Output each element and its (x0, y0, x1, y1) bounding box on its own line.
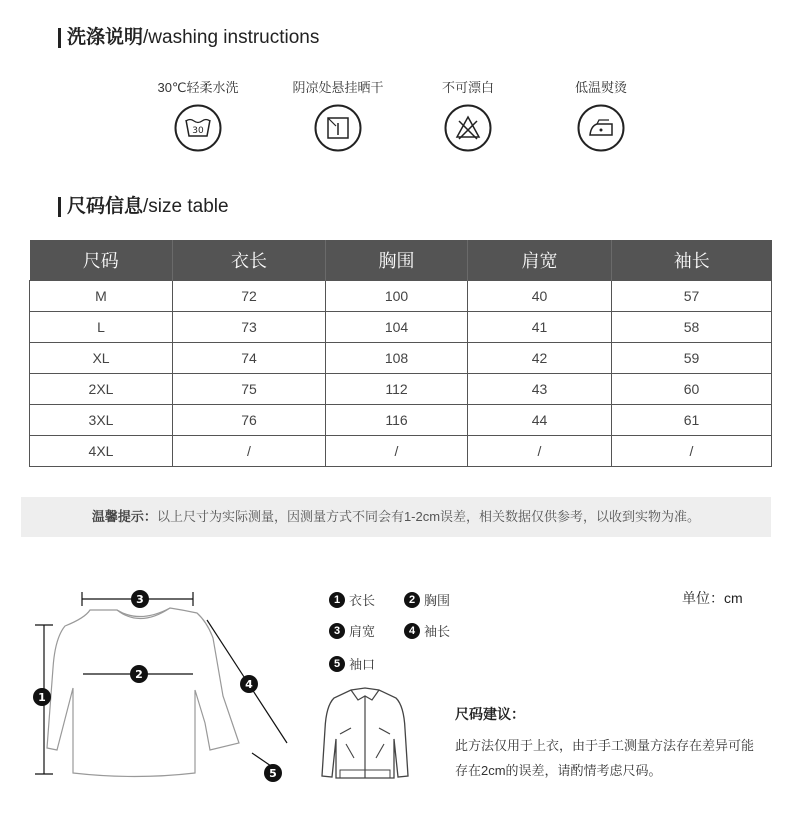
header-cell: 肩宽 (468, 240, 612, 281)
table-cell: 40 (468, 281, 612, 312)
low-iron-icon (577, 104, 625, 152)
table-cell: 73 (173, 312, 326, 343)
table-cell: / (173, 436, 326, 467)
legend-item-3: 3 肩宽 (329, 621, 375, 640)
table-cell: 104 (326, 312, 468, 343)
marker-4-label: 4 (245, 678, 253, 691)
size-table-header (30, 240, 772, 281)
wash-item-30 (143, 78, 253, 152)
legend-item-5: 5 袖口 (329, 654, 375, 673)
wash-30-icon (174, 104, 222, 152)
header-cell: 袖长 (612, 240, 772, 281)
table-cell: 60 (612, 374, 772, 405)
legend-item-4: 4 袖长 (404, 621, 450, 640)
tips-text: 以上尺寸为实际测量，因测量方式不同会有1-2cm误差，相关数据仅供参考，以收到实物为准。 (156, 509, 701, 524)
header-cell: 胸围 (326, 240, 468, 281)
table-cell: / (326, 436, 468, 467)
table-cell: 59 (612, 343, 772, 374)
table-cell: 3XL (30, 405, 173, 436)
washing-section-title: 洗涤说明/washing instructions (58, 28, 319, 48)
table-cell: 4XL (30, 436, 173, 467)
table-cell: 112 (326, 374, 468, 405)
advice-title: 尺码建议： (455, 706, 525, 722)
table-cell: 41 (468, 312, 612, 343)
marker-1-label: 1 (38, 691, 46, 704)
hang-dry-shade-icon (314, 104, 362, 152)
jacket-icon (318, 684, 413, 784)
advice-text: 此方法仅用于上衣，由于手工测量方法存在差异可能存在2cm的误差，请酌情考虑尺码。 (455, 738, 755, 778)
table-cell: 43 (468, 374, 612, 405)
size-section-title: 尺码信息/size table (58, 197, 229, 217)
table-cell: 75 (173, 374, 326, 405)
table-row (30, 312, 772, 343)
table-row (30, 374, 772, 405)
table-cell: 61 (612, 405, 772, 436)
table-cell: 2XL (30, 374, 173, 405)
tips-label: 温馨提示： (91, 509, 157, 524)
legend-item-1: 1 衣长 (329, 590, 375, 609)
shirt-outline (47, 608, 239, 777)
header-cell: 衣长 (173, 240, 326, 281)
no-bleach-icon (444, 104, 492, 152)
wash-item-iron (546, 78, 656, 152)
tips-bar (21, 497, 771, 537)
size-table (29, 240, 772, 467)
wash-label: 30℃轻柔水洗 (157, 80, 239, 95)
wash-item-hang (283, 78, 393, 152)
header-cell: 尺码 (30, 240, 173, 281)
table-cell: 100 (326, 281, 468, 312)
table-cell: 44 (468, 405, 612, 436)
table-cell: 116 (326, 405, 468, 436)
table-cell: / (612, 436, 772, 467)
table-row (30, 405, 772, 436)
table-cell: 57 (612, 281, 772, 312)
wash-label: 低温熨烫 (574, 80, 627, 95)
unit-label: 单位：cm (682, 590, 743, 606)
table-row (30, 343, 772, 374)
legend-item-2: 2 胸围 (404, 590, 450, 609)
table-cell: 74 (173, 343, 326, 374)
table-cell: 42 (468, 343, 612, 374)
table-cell: 108 (326, 343, 468, 374)
wash-temp: 30 (192, 126, 204, 136)
table-cell: 58 (612, 312, 772, 343)
wash-label: 阴凉处悬挂晒干 (292, 80, 384, 95)
table-cell: XL (30, 343, 173, 374)
table-row (30, 436, 772, 467)
marker-3-label: 3 (136, 593, 144, 606)
marker-5-label: 5 (269, 767, 277, 780)
wash-label: 不可漂白 (441, 80, 494, 95)
cuff-line (252, 753, 271, 766)
table-cell: L (30, 312, 173, 343)
shirt-measure-diagram (25, 578, 300, 793)
marker-2-label: 2 (135, 668, 143, 681)
wash-item-nobleach (413, 78, 523, 152)
table-cell: M (30, 281, 173, 312)
table-row (30, 281, 772, 312)
table-cell: 76 (173, 405, 326, 436)
table-cell: 72 (173, 281, 326, 312)
table-cell: / (468, 436, 612, 467)
